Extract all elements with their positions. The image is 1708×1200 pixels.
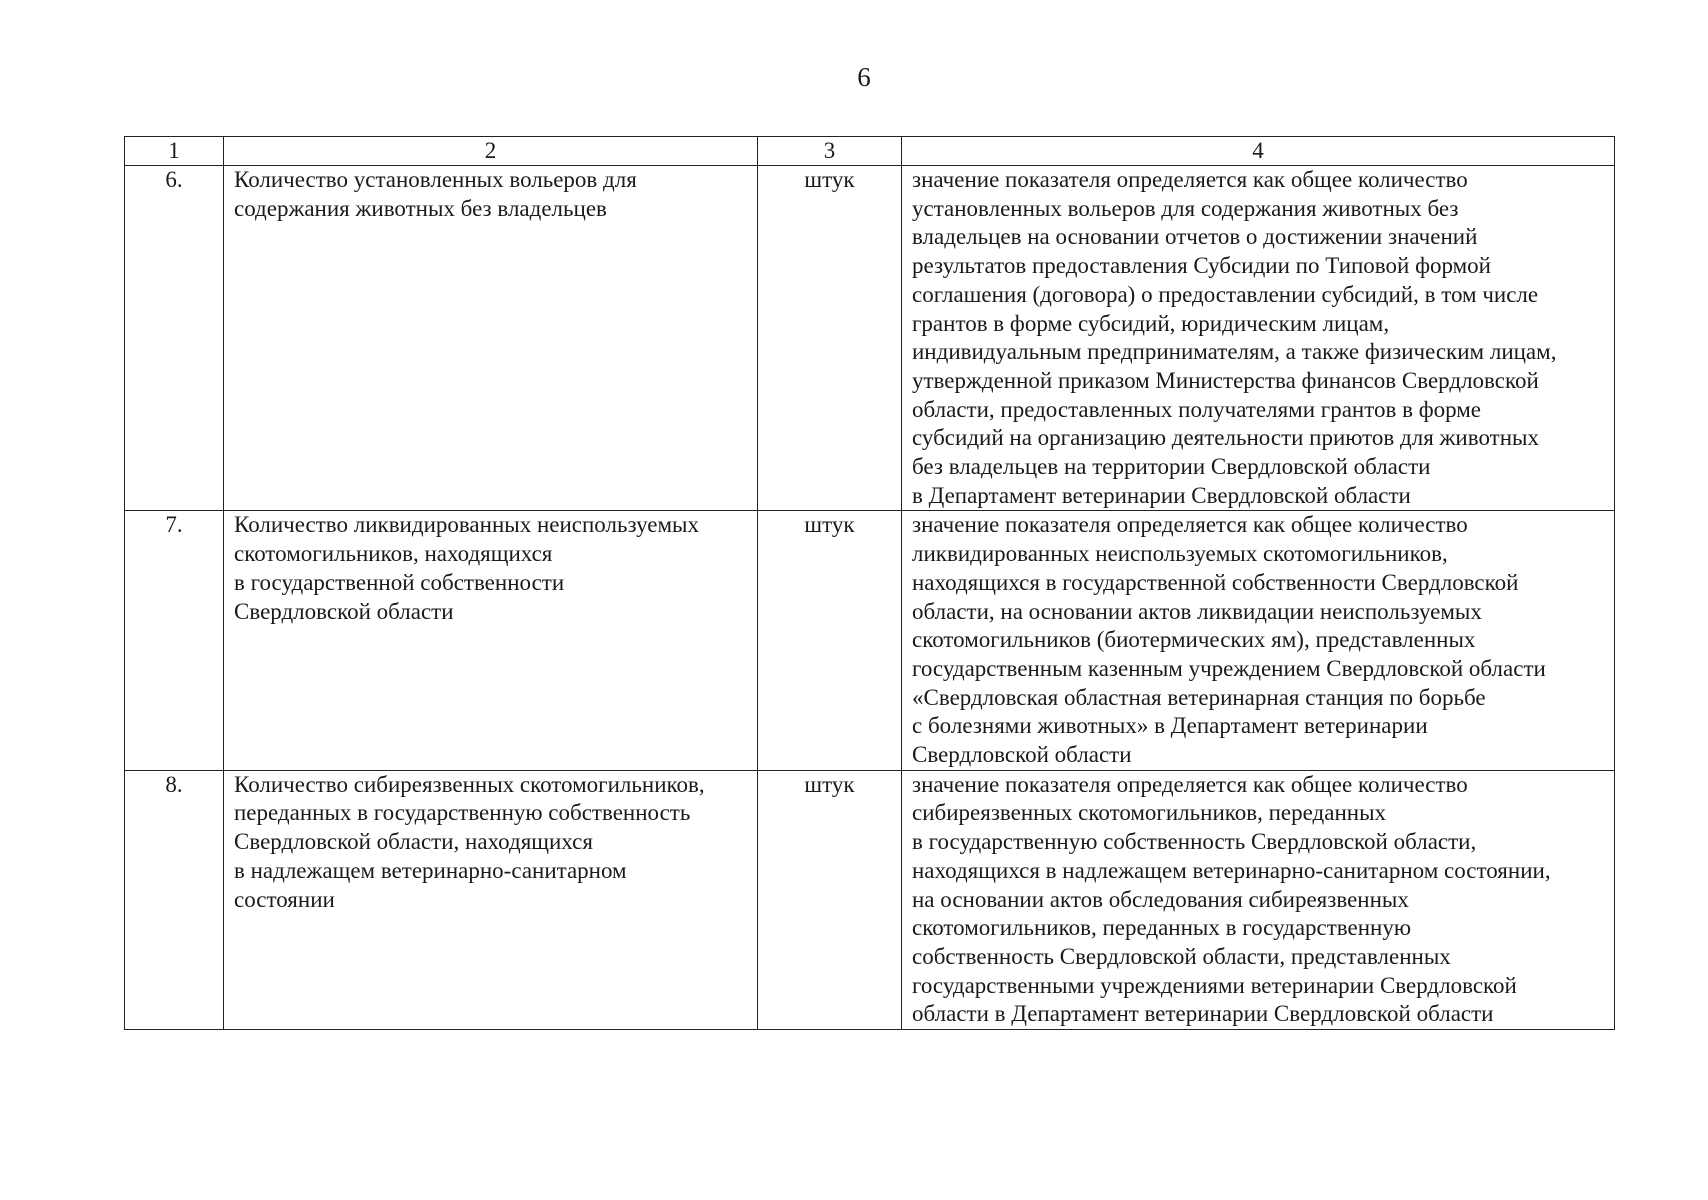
indicator-name-line: в государственной собственности [234, 569, 565, 595]
indicator-name-line: Свердловской области, находящихся [234, 829, 593, 855]
indicator-table [124, 136, 1615, 1030]
calculation-method [902, 770, 1615, 1029]
unit-of-measure: штук [758, 166, 902, 511]
indicator-name-line: Количество ликвидированных неиспользуемых [234, 512, 699, 538]
page-number: 6 [857, 62, 871, 92]
indicator-name-line: скотомогильников, находящихся [234, 541, 553, 567]
description-line: скотомогильников (биотермических ям), представленных [912, 627, 1476, 653]
description-line: «Свердловская областная ветеринарная станция по борьбе [912, 684, 1486, 710]
calculation-method [902, 511, 1615, 770]
description-line: соглашения (договора) о предоставлении субсидий, в том числе [912, 281, 1539, 307]
description-line: Свердловской области [912, 742, 1132, 768]
indicator-name-line: Свердловской области [234, 598, 454, 624]
indicator-name-line: переданных в государственную собственность [234, 800, 691, 826]
description-line: индивидуальным предпринимателям, а также физическим лицам, [912, 339, 1557, 365]
description-line: государственными учреждениями ветеринарии Свердловской [912, 972, 1517, 998]
description-line: области, предоставленных получателями грантов в форме [912, 396, 1482, 422]
row-number: 7. [125, 511, 224, 770]
row-number: 6. [125, 166, 224, 511]
unit-of-measure: штук [758, 770, 902, 1029]
indicator-name-line: содержания животных без владельцев [234, 195, 607, 221]
column-header-1: 1 [125, 137, 224, 166]
description-line: области, на основании актов ликвидации неиспользуемых [912, 598, 1482, 624]
description-line: без владельцев на территории Свердловской области [912, 454, 1431, 480]
calculation-method [902, 166, 1615, 511]
indicator-name-line: Количество установленных вольеров для [234, 167, 637, 192]
indicator-name [224, 770, 758, 1029]
table-row [125, 511, 1615, 770]
description-line: значение показателя определяется как общее количество [912, 167, 1468, 192]
description-line: области в Департамент ветеринарии Свердловской области [912, 1001, 1494, 1027]
indicator-name [224, 166, 758, 511]
column-header-4: 4 [902, 137, 1615, 166]
description-line: установленных вольеров для содержания животных без [912, 195, 1459, 221]
description-line: государственным казенным учреждением Свердловской области [912, 655, 1546, 681]
description-line: ликвидированных неиспользуемых скотомогильников, [912, 541, 1448, 567]
description-line: грантов в форме субсидий, юридическим лицам, [912, 310, 1390, 336]
description-line: скотомогильников, переданных в государственную [912, 915, 1412, 941]
column-header-2: 2 [224, 137, 758, 166]
description-line: значение показателя определяется как общее количество [912, 512, 1468, 538]
indicator-name-line: в надлежащем ветеринарно-санитарном [234, 857, 627, 883]
indicator-name-line: состоянии [234, 886, 335, 912]
description-line: сибиреязвенных скотомогильников, переданных [912, 800, 1387, 826]
column-header-3: 3 [758, 137, 902, 166]
description-line: утвержденной приказом Министерства финансов Свердловской [912, 367, 1539, 393]
description-line: значение показателя определяется как общее количество [912, 771, 1468, 797]
description-line: находящихся в государственной собственности Свердловской [912, 569, 1519, 595]
description-line: владельцев на основании отчетов о достижении значений [912, 224, 1478, 250]
description-line: в Департамент ветеринарии Свердловской области [912, 482, 1411, 508]
description-line: находящихся в надлежащем ветеринарно-санитарном состоянии, [912, 857, 1551, 883]
indicator-name [224, 511, 758, 770]
row-number: 8. [125, 770, 224, 1029]
description-line: с болезнями животных» в Департамент ветеринарии [912, 713, 1428, 739]
table-header-row [125, 137, 1615, 166]
description-line: результатов предоставления Субсидии по Типовой формой [912, 253, 1491, 279]
indicator-name-line: Количество сибиреязвенных скотомогильников, [234, 771, 705, 797]
description-line: в государственную собственность Свердловской области, [912, 829, 1477, 855]
description-line: субсидий на организацию деятельности приютов для животных [912, 425, 1539, 451]
description-line: собственность Свердловской области, представленных [912, 943, 1451, 969]
table-row [125, 770, 1615, 1029]
table-row [125, 166, 1615, 511]
unit-of-measure: штук [758, 511, 902, 770]
description-line: на основании актов обследования сибиреязвенных [912, 886, 1409, 912]
